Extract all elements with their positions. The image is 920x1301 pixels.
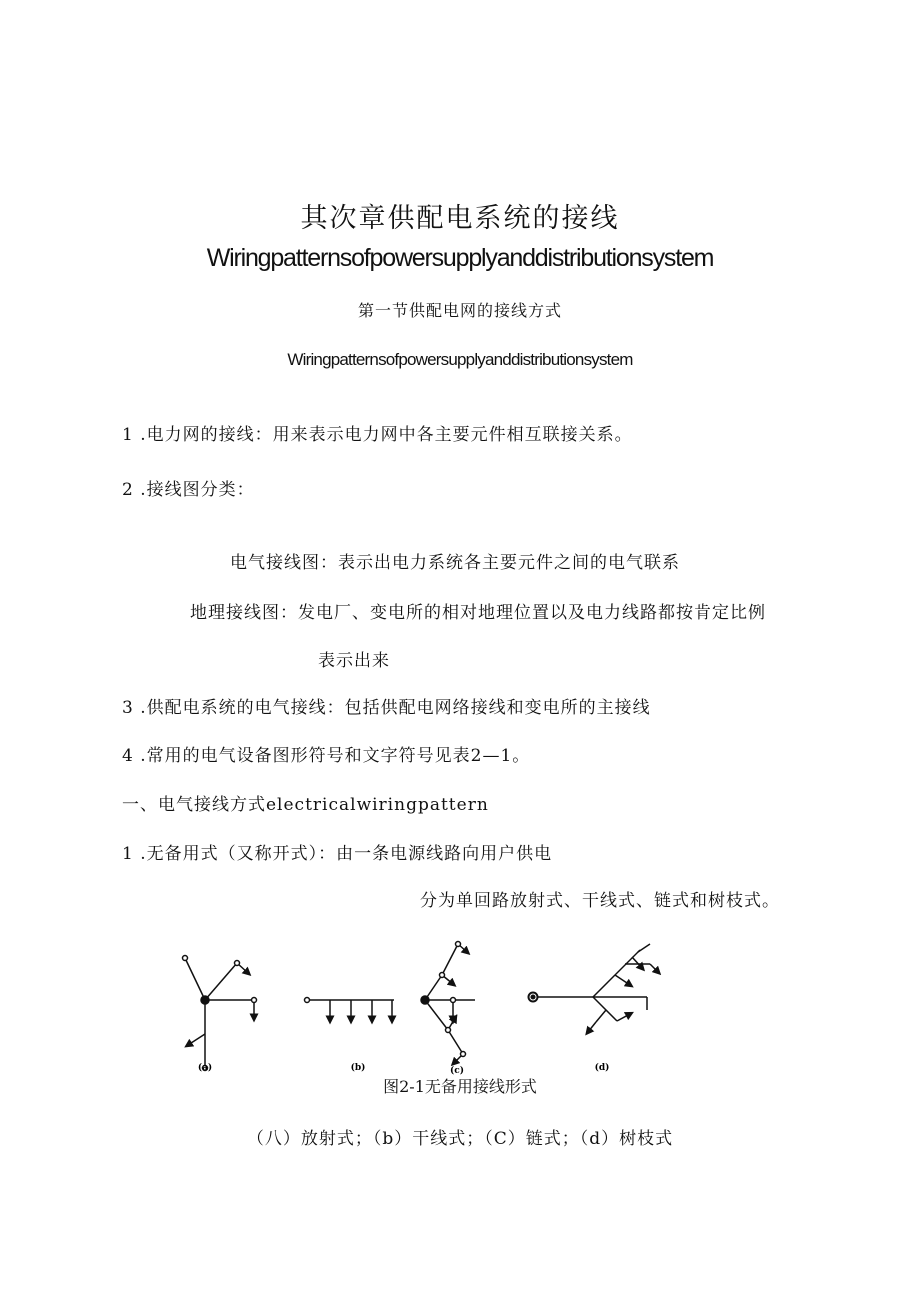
paragraph-diagram-types: 2 .接线图分类：: [122, 480, 255, 500]
heading-wiring-pattern: 一、电气接线方式electricalwiringpattern: [122, 795, 489, 815]
paragraph-electrical-diagram: 电气接线图：表示出电力系统各主要元件之间的电气联系: [230, 553, 680, 573]
figure-legend: （八）放射式；（b）干线式；（C）链式；（d）树枝式: [246, 1129, 674, 1149]
diagram-b-trunk: [305, 998, 395, 1021]
paragraph-grid-wiring: 1 .电力网的接线：用来表示电力网中各主要元件相互联接关系。: [122, 425, 633, 445]
figure-label-b: (b): [350, 1063, 366, 1073]
wiring-diagram-figure: [170, 930, 670, 1075]
figure-label-d: (d): [594, 1063, 610, 1073]
figure-label-a: (a): [197, 1063, 213, 1073]
section-title-cn: 第一节供配电网的接线方式: [357, 301, 562, 320]
figure-label-c: (c): [450, 1066, 464, 1075]
chapter-title-en: Wiringpatternsofpowersupplyanddistributionsystem: [206, 244, 714, 272]
paragraph-geographic-diagram-cont: 表示出来: [318, 651, 390, 671]
paragraph-geographic-diagram: 地理接线图：发电厂、变电所的相对地理位置以及电力线路都按肯定比例: [190, 603, 766, 623]
section-title-en: Wiringpatternsofpowersupplyanddistributionsystem: [287, 350, 633, 369]
paragraph-system-wiring: 3 .供配电系统的电气接线：包括供配电网络接线和变电所的主接线: [122, 698, 651, 718]
chapter-title-cn: 其次章供配电系统的接线: [300, 203, 620, 234]
paragraph-symbols: 4 .常用的电气设备图形符号和文字符号见表2—1。: [122, 746, 531, 766]
paragraph-no-backup-types: 分为单回路放射式、干线式、链式和树枝式。: [420, 891, 780, 911]
diagram-a-radial: [183, 956, 257, 1071]
diagram-d-tree: [529, 944, 659, 1032]
figure-caption: 图2-1无备用接线形式: [383, 1077, 537, 1096]
diagram-c-chain: [421, 942, 475, 1064]
paragraph-no-backup: 1 .无备用式（又称开式）：由一条电源线路向用户供电: [122, 844, 553, 864]
